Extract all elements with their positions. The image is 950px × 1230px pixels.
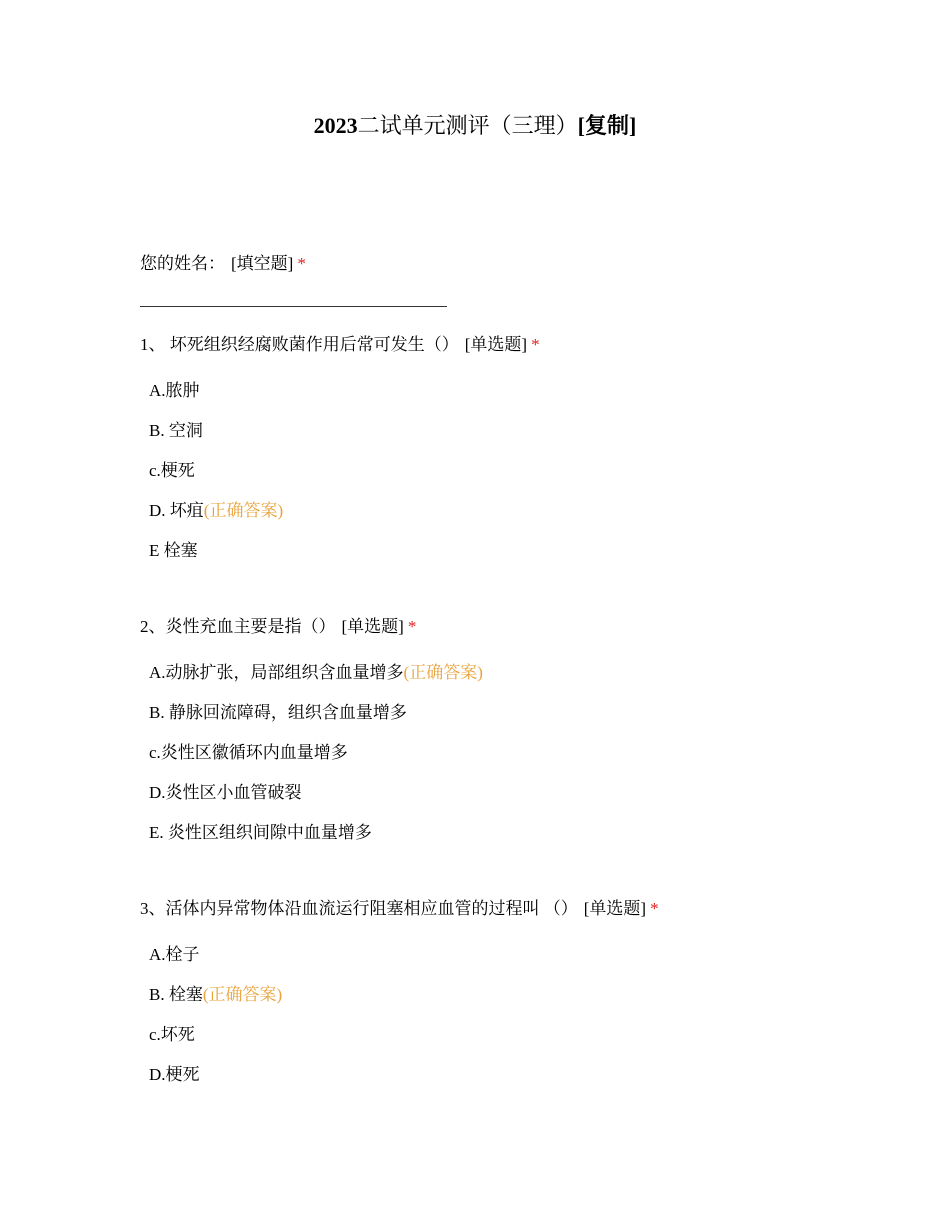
question-type: [单选题]: [464, 335, 528, 354]
question-type: [单选题]: [583, 899, 647, 918]
option-label: A.脓肿: [149, 381, 200, 400]
option-label: D. 坏疽: [149, 501, 204, 520]
option-item[interactable]: [149, 983, 890, 1023]
option-label: D.梗死: [149, 1065, 200, 1084]
option-item[interactable]: [149, 459, 890, 499]
question-heading: [140, 615, 890, 639]
option-item[interactable]: [149, 661, 890, 701]
option-label: c.炎性区徽循环内血量增多: [149, 743, 348, 762]
correct-answer-mark: (正确答案): [202, 985, 283, 1004]
option-item[interactable]: [149, 1063, 890, 1103]
question-1: [140, 333, 890, 579]
correct-answer-mark: (正确答案): [403, 663, 483, 682]
question-2: [140, 615, 890, 861]
required-marker: *: [531, 335, 540, 354]
option-item[interactable]: [149, 539, 890, 579]
question-heading: [140, 897, 890, 921]
required-marker: *: [407, 617, 417, 636]
option-label: A.动脉扩张，局部组织含血量增多: [149, 663, 404, 682]
option-item[interactable]: [149, 821, 890, 861]
required-marker: *: [650, 899, 659, 918]
question-heading: [140, 333, 890, 357]
option-label: D.炎性区小血管破裂: [149, 783, 302, 802]
option-item[interactable]: [149, 701, 890, 741]
option-label: c.坏死: [149, 1025, 195, 1044]
question-heading: [140, 252, 890, 276]
option-item[interactable]: [149, 741, 890, 781]
question-text: 您的姓名：: [140, 254, 225, 273]
question-3: [140, 897, 890, 1103]
title-year: 2023: [313, 113, 358, 138]
title-suffix: [复制]: [577, 113, 637, 138]
option-list: [140, 379, 890, 579]
required-marker: *: [297, 254, 306, 273]
question-text: 2、炎性充血主要是指（）: [140, 617, 336, 636]
option-item[interactable]: [149, 419, 890, 459]
title-text: 二试单元测评（三理）: [357, 113, 578, 138]
option-label: B. 空洞: [149, 421, 203, 440]
option-label: E 栓塞: [149, 541, 198, 560]
option-label: B. 静脉回流障碍，组织含血量增多: [149, 703, 407, 722]
question-type: [单选题]: [341, 617, 404, 636]
correct-answer-mark: (正确答案): [203, 501, 284, 520]
option-label: B. 栓塞: [149, 985, 203, 1004]
question-text: 1、 坏死组织经腐败菌作用后常可发生（）: [140, 335, 459, 354]
option-label: c.梗死: [149, 461, 195, 480]
option-item[interactable]: [149, 943, 890, 983]
option-label: E. 炎性区组织间隙中血量增多: [149, 823, 372, 842]
option-list: [140, 661, 890, 861]
option-item[interactable]: [149, 781, 890, 821]
option-item[interactable]: [149, 499, 890, 539]
option-item[interactable]: [149, 1023, 890, 1063]
question-type: [填空题]: [231, 254, 294, 273]
option-item[interactable]: [149, 379, 890, 419]
option-label: A.栓子: [149, 945, 200, 964]
name-answer-line[interactable]: [140, 306, 447, 307]
name-question: [140, 252, 890, 276]
question-text: 3、活体内异常物体沿血流运行阻塞相应血管的过程叫 （）: [140, 899, 578, 918]
page-title: [0, 110, 950, 142]
option-list: [140, 943, 890, 1103]
